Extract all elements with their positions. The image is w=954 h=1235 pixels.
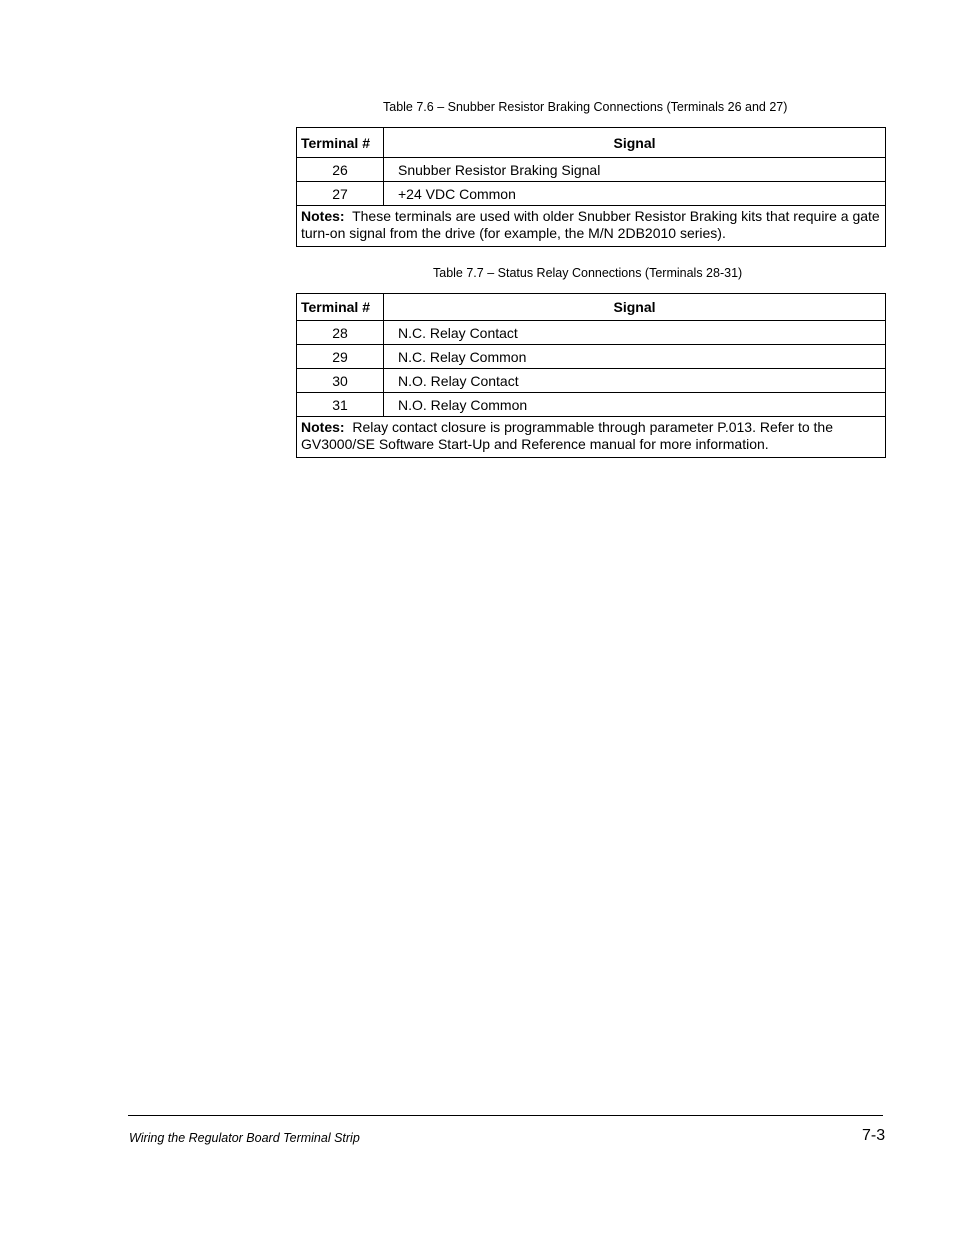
table-row xyxy=(297,321,886,345)
table-row xyxy=(297,393,886,417)
footer-section-title: Wiring the Regulator Board Terminal Strip xyxy=(129,1131,360,1145)
terminal-number: 30 xyxy=(297,369,384,393)
header-signal: Signal xyxy=(384,128,886,158)
notes-row xyxy=(297,206,886,247)
table-header-row xyxy=(297,294,886,321)
table-row xyxy=(297,369,886,393)
notes-label: Notes: xyxy=(301,419,345,435)
table-7-7-caption: Table 7.7 – Status Relay Connections (Terminals 28-31) xyxy=(433,266,743,280)
signal-name: Snubber Resistor Braking Signal xyxy=(384,158,886,182)
signal-name: N.C. Relay Common xyxy=(384,345,886,369)
terminal-number: 29 xyxy=(297,345,384,369)
table-7-6-caption: Table 7.6 – Snubber Resistor Braking Connections (Terminals 26 and 27) xyxy=(383,100,788,114)
terminal-number: 31 xyxy=(297,393,384,417)
notes-cell xyxy=(297,206,886,247)
snubber-resistor-table xyxy=(296,127,886,247)
header-terminal: Terminal # xyxy=(297,294,384,321)
signal-name: +24 VDC Common xyxy=(384,182,886,206)
table-row xyxy=(297,182,886,206)
header-signal: Signal xyxy=(384,294,886,321)
notes-label: Notes: xyxy=(301,208,345,224)
table-row xyxy=(297,158,886,182)
table-header-row xyxy=(297,128,886,158)
header-terminal: Terminal # xyxy=(297,128,384,158)
signal-name: N.O. Relay Contact xyxy=(384,369,886,393)
notes-cell xyxy=(297,417,886,458)
status-relay-table xyxy=(296,293,886,458)
signal-name: N.C. Relay Contact xyxy=(384,321,886,345)
footer-divider xyxy=(128,1115,883,1116)
signal-name: N.O. Relay Common xyxy=(384,393,886,417)
notes-text: These terminals are used with older Snubber Resistor Braking kits that require a gate turn-on signal from the drive (for example, the M/N 2DB2010 series). xyxy=(301,208,880,241)
terminal-number: 28 xyxy=(297,321,384,345)
page-number: 7-3 xyxy=(862,1127,886,1144)
terminal-number: 27 xyxy=(297,182,384,206)
notes-text: Relay contact closure is programmable through parameter P.013. Refer to the GV3000/SE Software Start-Up and Reference manual for more information. xyxy=(301,419,834,452)
terminal-number: 26 xyxy=(297,158,384,182)
notes-row xyxy=(297,417,886,458)
table-row xyxy=(297,345,886,369)
